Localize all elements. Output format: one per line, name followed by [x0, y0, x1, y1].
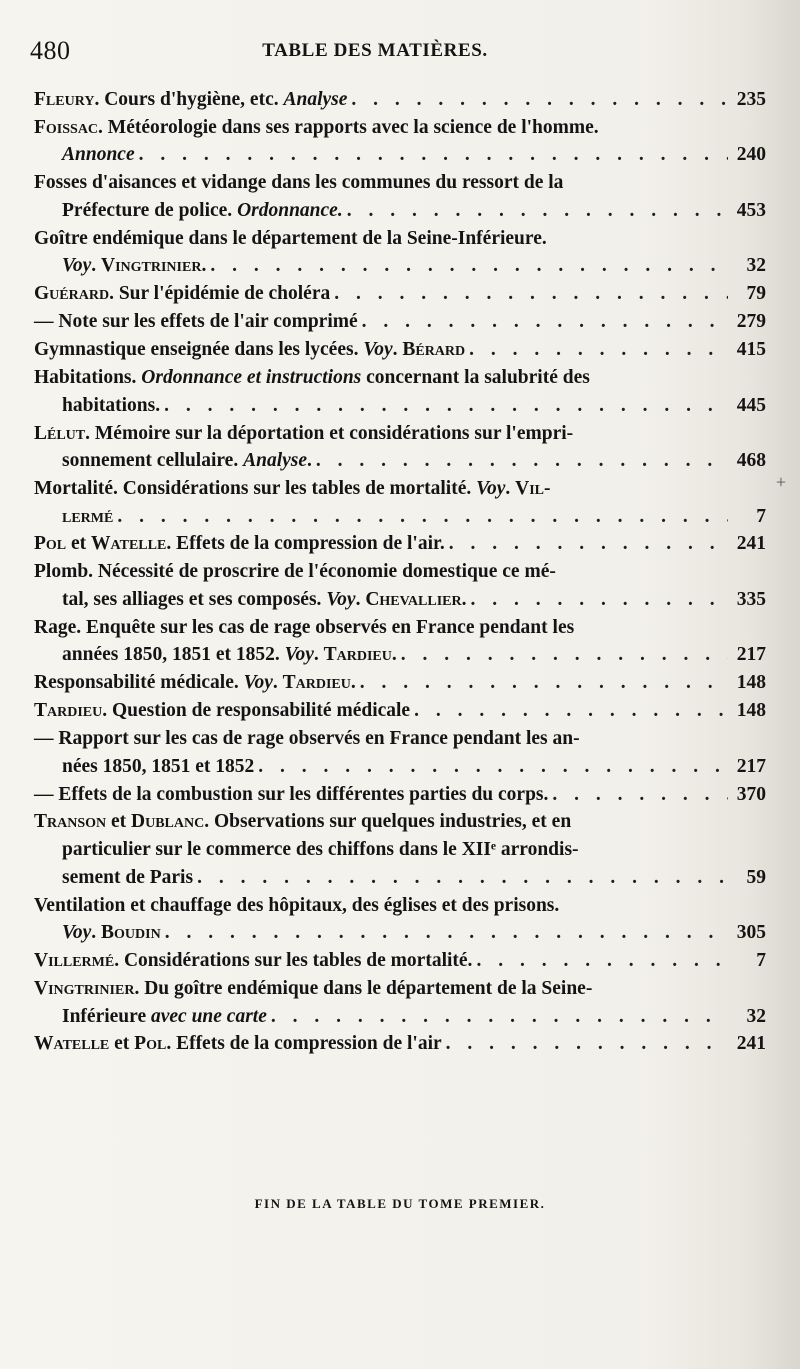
index-entry: [34, 947, 766, 975]
entry-line: [34, 252, 766, 280]
italic-text: Analyse: [243, 450, 308, 472]
page-reference: 241: [736, 1033, 766, 1055]
text-segment: — Effets de la combustion sur les différentes parties du corps.: [34, 783, 549, 805]
entry-text: [62, 641, 397, 669]
running-title: TABLE DES MATIÈRES.: [262, 40, 488, 61]
author-name: Foissac: [34, 116, 99, 138]
text-segment: sonnement cellulaire.: [62, 450, 244, 472]
entry-line: [34, 864, 766, 892]
page-reference: 217: [736, 644, 766, 666]
page-header: [30, 36, 720, 70]
italic-text: Annonce: [62, 144, 135, 166]
entry-text: [62, 141, 135, 169]
entry-text: [34, 781, 548, 809]
entry-text: [34, 614, 574, 642]
text-segment: Habitations.: [34, 367, 142, 389]
index-entry: [34, 614, 766, 669]
entry-line: [34, 225, 766, 253]
page-reference: 59: [746, 866, 766, 888]
author-name: Transon: [34, 811, 107, 833]
entry-text: [34, 280, 330, 308]
index-entry: [34, 225, 766, 280]
entry-text: [62, 919, 161, 947]
author-name: Vil-: [515, 477, 551, 499]
entry-text: [34, 336, 465, 364]
page-reference: 240: [736, 144, 766, 166]
index-entry: [34, 725, 766, 780]
text-segment: Gymnastique enseignée dans les lycées.: [34, 339, 364, 361]
italic-text: avec une carte: [151, 1005, 267, 1027]
italic-text: Analyse: [283, 89, 348, 110]
text-segment: années 1850, 1851 et 1852.: [62, 644, 285, 666]
dot-leader: [117, 503, 728, 531]
page-reference: 235: [736, 89, 766, 110]
dot-leader: [139, 141, 728, 169]
text-segment: nées 1850, 1851 et 1852: [62, 755, 255, 777]
index-entry: [34, 86, 766, 114]
page-reference: 305: [736, 922, 766, 944]
entry-line: [34, 447, 766, 475]
dot-leader: [362, 308, 728, 336]
page-reference: 7: [756, 505, 766, 527]
author-name: Pol: [134, 1033, 167, 1055]
entry-text: [62, 1003, 267, 1031]
entry-line: [34, 586, 766, 614]
page-reference: 32: [746, 255, 766, 277]
text-segment: .: [392, 339, 403, 361]
text-segment: Fosses d'aisances et vidange dans les communes du ressort de la: [34, 172, 564, 194]
text-segment: . Considérations sur les tables de mortalité.: [114, 950, 473, 972]
entry-line: [34, 947, 766, 975]
page-reference: 370: [736, 783, 766, 805]
dot-leader: [469, 336, 728, 364]
text-segment: Ventilation et chauffage des hôpitaux, des églises et des prisons.: [34, 894, 560, 916]
entry-text: [34, 725, 580, 753]
entry-line: [34, 781, 766, 809]
text-segment: Responsabilité médicale.: [34, 672, 244, 694]
dot-leader: [197, 864, 728, 892]
author-name: Watelle: [91, 533, 167, 555]
entry-text: [62, 864, 193, 892]
author-name: Bérard: [402, 339, 466, 361]
index-entry: [34, 781, 766, 809]
entry-text: [34, 975, 592, 1003]
page-reference: 7: [756, 950, 766, 972]
index-entry: [34, 475, 766, 530]
text-segment: habitations.: [62, 394, 161, 416]
index-entry: [34, 114, 766, 169]
author-name: Fleury: [34, 89, 95, 110]
author-name: Tardieu: [282, 672, 351, 694]
text-segment: .: [313, 644, 324, 666]
text-segment: .: [350, 672, 356, 694]
text-segment: Rage. Enquête sur les cas de rage observés en France pendant les: [34, 616, 575, 638]
page-reference: 453: [736, 199, 766, 221]
entry-line: [34, 892, 766, 920]
index-entry: [34, 892, 766, 947]
author-name: lermé: [62, 505, 114, 527]
index-entry: [34, 808, 766, 891]
dot-leader: [360, 669, 728, 697]
page-reference: 445: [736, 394, 766, 416]
text-segment: . Mémoire sur la déportation et considérations sur l'empri-: [85, 422, 574, 444]
text-segment: et: [66, 533, 92, 555]
author-name: Pol: [34, 533, 67, 555]
entry-text: [34, 86, 347, 114]
text-segment: .: [505, 477, 516, 499]
text-segment: . Météorologie dans ses rapports avec la science de l'homme.: [98, 116, 599, 138]
dot-leader: [316, 447, 728, 475]
italic-text: Voy: [62, 255, 92, 277]
entry-text: [62, 586, 467, 614]
entry-text: [34, 558, 556, 586]
entry-line: [34, 669, 766, 697]
entry-text: [62, 447, 312, 475]
text-segment: . Sur l'épidémie de choléra: [109, 283, 331, 305]
text-segment: sement de Paris: [62, 866, 194, 888]
author-name: Vingtrinier: [34, 977, 135, 999]
italic-text: Voy: [476, 477, 506, 499]
italic-text: Ordonnance.: [237, 199, 343, 221]
index-entry: [34, 169, 766, 224]
author-name: Watelle: [34, 1033, 110, 1055]
text-segment: particulier sur le commerce des chiffons dans le XIIᵉ arrondis-: [62, 839, 579, 861]
index-entry: [34, 669, 766, 697]
entry-text: [34, 808, 571, 836]
entry-text: [34, 947, 472, 975]
entry-line: [34, 420, 766, 448]
text-segment: — Rapport sur les cas de rage observés en France pendant les an-: [34, 728, 580, 750]
author-name: Villermé: [34, 950, 115, 972]
italic-text: Ordonnance et instructions: [141, 367, 362, 389]
text-segment: et: [106, 811, 132, 833]
italic-text: Voy: [284, 644, 314, 666]
page-reference: 32: [746, 1005, 766, 1027]
text-segment: concernant la salubrité des: [361, 367, 590, 389]
dot-leader: [210, 252, 728, 280]
index-entry: [34, 975, 766, 1030]
text-segment: .: [461, 588, 467, 610]
entry-line: [34, 169, 766, 197]
text-segment: Mortalité. Considérations sur les tables de mortalité.: [34, 477, 477, 499]
entry-text: [34, 475, 551, 503]
page-reference: 415: [736, 339, 766, 361]
page-reference: 79: [746, 283, 766, 305]
entry-text: [62, 753, 254, 781]
italic-text: Voy: [363, 339, 393, 361]
text-segment: . Du goître endémique dans le département de la Seine-: [134, 977, 593, 999]
index-entry: [34, 420, 766, 475]
text-segment: .: [355, 588, 366, 610]
entry-line: [34, 280, 766, 308]
entry-text: [62, 836, 579, 864]
page-reference: 279: [736, 311, 766, 333]
page-reference: 217: [736, 755, 766, 777]
author-name: Dublanc: [131, 811, 205, 833]
page-reference: 468: [736, 450, 766, 472]
text-segment: .: [91, 255, 101, 277]
entry-line: [34, 530, 766, 558]
entry-text: [34, 669, 356, 697]
end-of-table-note: FIN DE LA TABLE DU TOME PREMIER.: [254, 1196, 546, 1211]
dot-leader: [271, 1003, 728, 1031]
dot-leader: [351, 86, 728, 114]
text-segment: . Question de responsabilité médicale: [102, 700, 411, 722]
entry-line: [34, 503, 766, 531]
index-entry: [34, 280, 766, 308]
entry-line: [34, 836, 766, 864]
text-segment: — Note sur les effets de l'air comprimé: [34, 311, 358, 333]
entry-text: [34, 697, 410, 725]
entry-line: [34, 808, 766, 836]
dot-leader: [414, 697, 728, 725]
entry-line: [34, 919, 766, 947]
text-segment: .: [307, 450, 312, 472]
dot-leader: [347, 197, 728, 225]
entry-text: [34, 169, 563, 197]
dot-leader: [449, 530, 728, 558]
dot-leader: [334, 280, 728, 308]
index-entry: [34, 558, 766, 613]
index-entry: [34, 336, 766, 364]
entry-line: [34, 614, 766, 642]
index-entry: [34, 697, 766, 725]
italic-text: Voy: [62, 922, 92, 944]
author-name: Vingtrinier: [101, 255, 202, 277]
entry-text: [34, 1030, 442, 1058]
index-entry: [34, 308, 766, 336]
entry-line: [34, 641, 766, 669]
author-name: Guérard: [34, 283, 110, 305]
dot-leader: [164, 392, 728, 420]
entry-text: [34, 114, 599, 142]
entry-line: [34, 114, 766, 142]
text-segment: .: [91, 922, 101, 944]
index-entry: [34, 530, 766, 558]
index-entry: [34, 1030, 766, 1058]
entry-text: [62, 392, 160, 420]
entry-line: [34, 308, 766, 336]
entry-text: [34, 530, 445, 558]
entry-line: [34, 364, 766, 392]
entry-text: [34, 308, 358, 336]
index-entry: [34, 364, 766, 419]
author-name: Lélut: [34, 422, 86, 444]
text-segment: . Observations sur quelques industries, et en: [204, 811, 572, 833]
dot-leader: [471, 586, 729, 614]
text-segment: .: [272, 672, 283, 694]
text-segment: . Effets de la compression de l'air.: [166, 533, 445, 555]
entry-line: [34, 392, 766, 420]
dot-leader: [552, 781, 728, 809]
page-reference: 148: [736, 672, 766, 694]
page-reference: 241: [736, 533, 766, 555]
dot-leader: [446, 1030, 728, 1058]
entry-text: [34, 892, 559, 920]
text-segment: . Effets de la compression de l'air: [166, 1033, 442, 1055]
italic-text: Voy: [243, 672, 273, 694]
entry-text: [34, 225, 547, 253]
dot-leader: [165, 919, 728, 947]
entry-text: [62, 503, 113, 531]
author-name: Tardieu: [323, 644, 392, 666]
author-name: Boudin: [101, 922, 161, 944]
entry-line: [34, 725, 766, 753]
author-name: Tardieu: [34, 700, 103, 722]
page-reference: 148: [736, 700, 766, 722]
text-segment: Goître endémique dans le département de la Seine-Inférieure.: [34, 227, 547, 249]
page-reference: 335: [736, 588, 766, 610]
margin-plus-mark: +: [775, 472, 786, 492]
entry-line: [34, 86, 766, 114]
entry-line: [34, 753, 766, 781]
text-segment: . Cours d'hygiène, etc.: [94, 89, 284, 110]
text-segment: Plomb. Nécessité de proscrire de l'économie domestique ce mé-: [34, 561, 556, 583]
text-segment: tal, ses alliages et ses composés.: [62, 588, 327, 610]
entry-text: [62, 197, 343, 225]
dot-leader: [476, 947, 728, 975]
entry-line: [34, 475, 766, 503]
entry-line: [34, 975, 766, 1003]
entry-text: [62, 252, 206, 280]
text-segment: .: [201, 255, 207, 277]
entry-text: [34, 364, 590, 392]
index-entries: [34, 86, 766, 1058]
page-number: 480: [30, 36, 71, 65]
entry-text: [34, 420, 573, 448]
text-segment: Préfecture de police.: [62, 199, 238, 221]
author-name: Chevallier: [365, 588, 462, 610]
text-segment: .: [391, 644, 397, 666]
dot-leader: [401, 641, 728, 669]
entry-line: [34, 697, 766, 725]
entry-line: [34, 1030, 766, 1058]
italic-text: Voy: [326, 588, 356, 610]
dot-leader: [258, 753, 728, 781]
text-segment: et: [109, 1033, 135, 1055]
entry-line: [34, 558, 766, 586]
text-segment: Inférieure: [62, 1005, 151, 1027]
entry-line: [34, 336, 766, 364]
entry-line: [34, 197, 766, 225]
entry-line: [34, 1003, 766, 1031]
entry-line: [34, 141, 766, 169]
